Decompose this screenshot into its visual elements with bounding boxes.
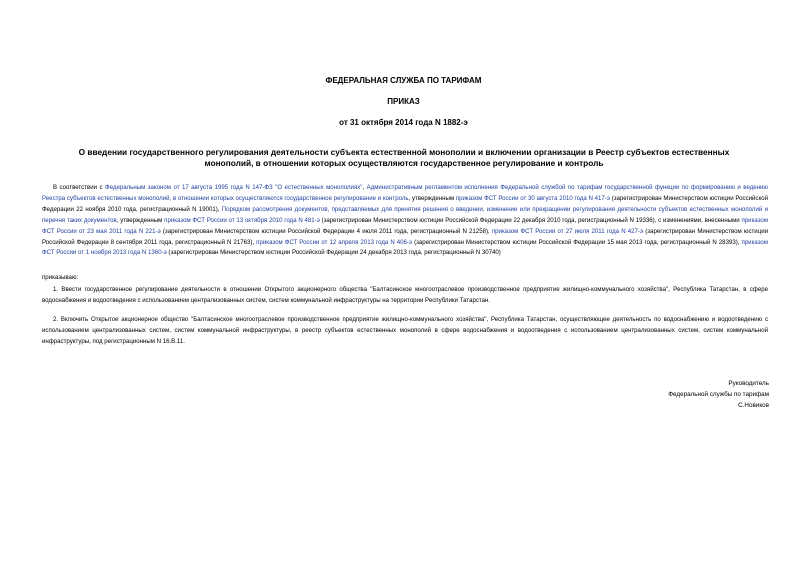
order-item-2: 2. Включить Открытое акционерное общество "Балтасинское многоотраслевое производственное предприятие жилищно-коммунального хозяйства", Республика Татарстан, осуществляющее деятельность по водоснабжению и водоотведению с использованием централизованных систем, систем коммунальной инфраструктуры, в реестр субъектов естественных монополий в сфере водоснабжения и водоотведения с использованием централизованных систем, систем коммунальной инфраструктуры, под регистрационным N 16.В.11. (42, 316, 768, 345)
link-order-406[interactable]: приказом ФСТ России от 12 апреля 2013 года N 406-э (256, 238, 413, 246)
signature-position: Руководитель (728, 380, 769, 387)
document-type: ПРИКАЗ (387, 97, 420, 106)
link-procedure-documents[interactable]: Порядком рассмотрения документов, представляемых для принятия решения о введении, изменении или прекращении регулирования деятельности субъектов естественных монополий и перечня таких документов (42, 205, 768, 224)
orders-label: приказываю: (42, 274, 79, 281)
link-order-1360[interactable]: приказом ФСТ России от 1 ноября 2013 года N 1360-э (42, 238, 769, 257)
preamble-text: (зарегистрирован Министерством юстиции Российской Федерации 15 мая 2013 года, регистрационный N 28393), (412, 238, 742, 246)
document-date-number: от 31 октября 2014 года N 1882-э (339, 118, 468, 127)
document-title: О введении государственного регулирования деятельности субъекта естественной монополии и включении организации в Реестр субъектов естественных монополий, в отношении которых осуществляются государственное регулирование и контроль (78, 147, 730, 168)
preamble-text: (зарегистрирован Министерством юстиции Российской Федерации 22 ноября 2010 года, регистрационный N 19001), (42, 194, 769, 213)
signature-organization: Федеральной службы по тарифам (668, 391, 769, 398)
preamble-text: , (362, 184, 367, 191)
preamble-text: (зарегистрирован Министерством юстиции Российской Федерации 22 декабря 2010 года, регистрационный N 19336), с изменениями, внесенными (319, 216, 742, 224)
link-order-427[interactable]: приказом ФСТ России от 27 июля 2011 года N 427-э (491, 227, 644, 235)
link-order-221[interactable]: приказом ФСТ России от 23 мая 2011 года N 221-э (42, 216, 769, 235)
link-order-481[interactable]: приказом ФСТ России от 13 октября 2010 года N 481-э (164, 216, 320, 224)
preamble-text: (зарегистрирован Министерством юстиции Российской Федерации 4 июля 2011 года, регистрационный N 21258), (160, 227, 492, 235)
preamble-text: , утвержденным (116, 216, 165, 224)
preamble-paragraph (42, 183, 768, 259)
signature-name: С.Новиков (738, 402, 769, 409)
preamble-text: (зарегистрирован Министерством юстиции Российской Федерации 24 декабря 2013 года, регистрационный N 30740) (166, 249, 501, 257)
link-admin-regulation[interactable]: Административным регламентом исполнения Федеральной службой по тарифам государственной функции по формированию и ведению Реестра субъектов естественных монополий, в отношении которых осуществляются государственное регулирование и контроль (42, 184, 769, 202)
preamble-text: , утвержденным (408, 194, 456, 202)
agency-name: ФЕДЕРАЛЬНАЯ СЛУЖБА ПО ТАРИФАМ (325, 76, 482, 85)
link-federal-law-147[interactable]: Федеральным законом от 17 августа 1995 года N 147-ФЗ "О естественных монополиях" (105, 184, 363, 191)
preamble-text: В соответствии с (53, 184, 105, 191)
link-order-417[interactable]: приказом ФСТ России от 30 августа 2010 года N 417-э (455, 194, 610, 202)
preamble-text: (зарегистрирован Министерством юстиции Российской Федерации 8 сентября 2011 года, регистрационный N 21763), (42, 227, 768, 246)
order-item-1: 1. Ввести государственное регулирование деятельности в отношении Открытого акционерного общества "Балтасинское многоотраслевое производственное предприятие жилищно-коммунального хозяйства", Республика Татарстан, в сфере водоснабжения и водоотведения с использованием централизованных систем, систем коммунальной инфраструктуры на территории Республики Татарстан. (42, 286, 768, 304)
